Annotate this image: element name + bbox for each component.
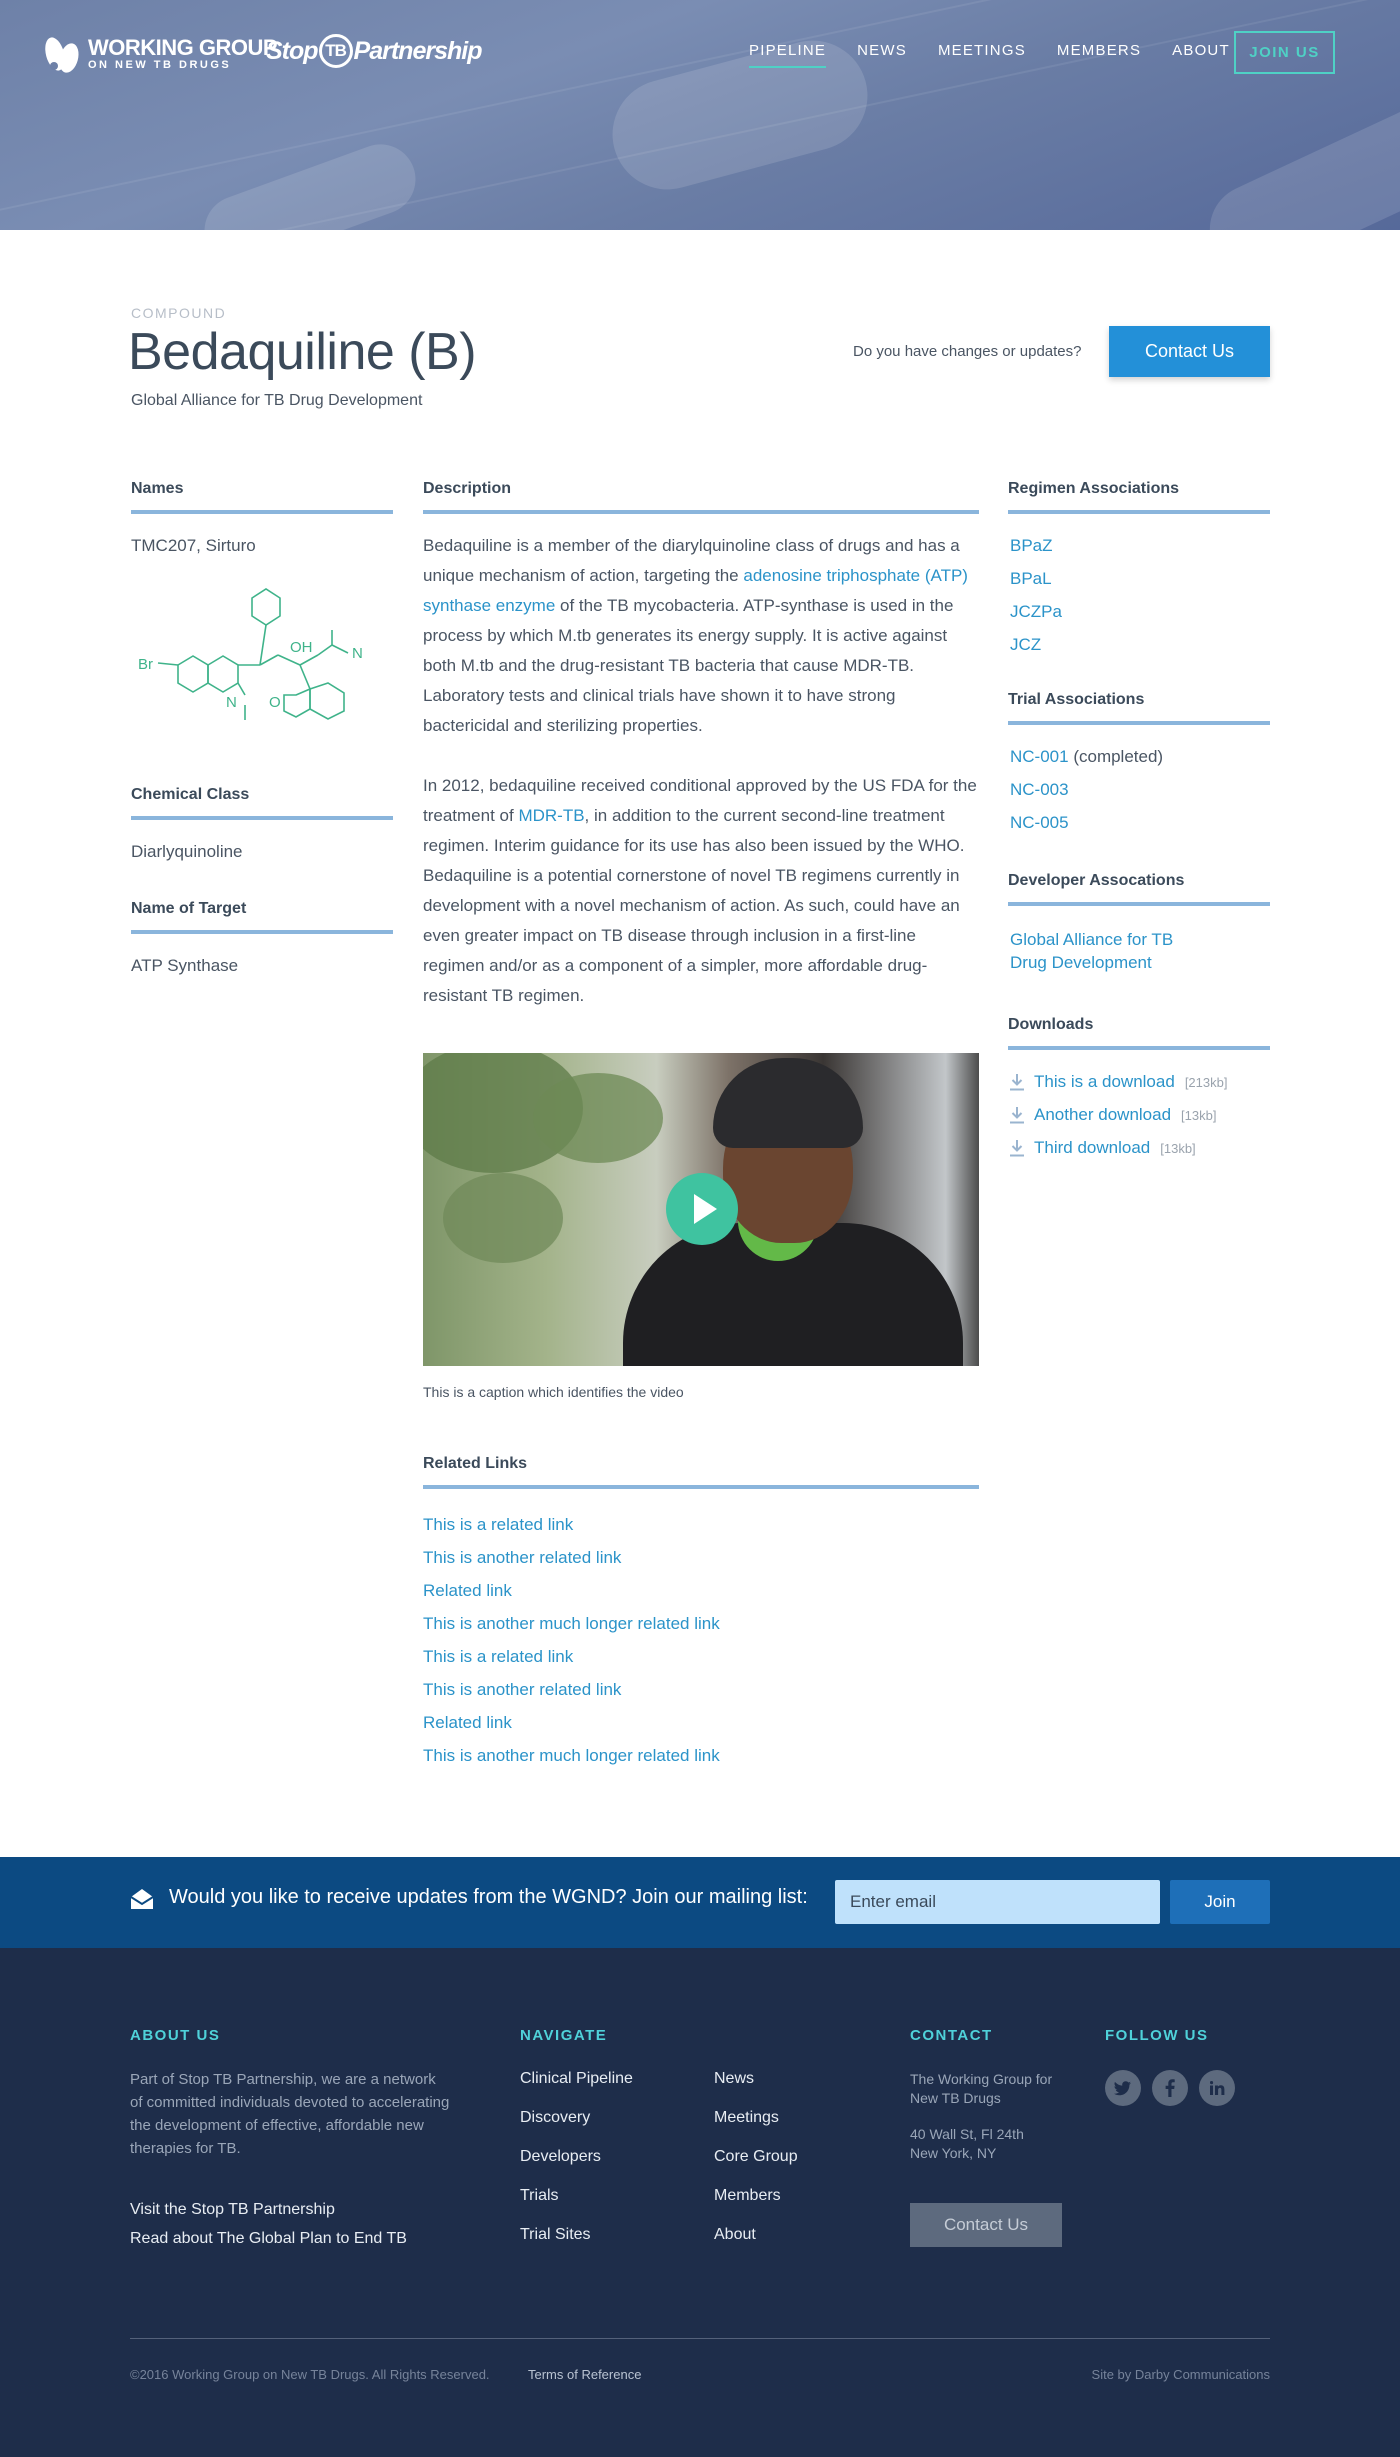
footer-nav-link[interactable]: Meetings (714, 2109, 779, 2126)
related-link[interactable]: Related link (423, 1581, 512, 1600)
footer-nav-link[interactable]: News (714, 2070, 755, 2087)
logo-wg-title: WORKING GROUP (88, 34, 278, 60)
related-link[interactable]: Related link (423, 1713, 512, 1732)
download-link[interactable]: Third download (1034, 1138, 1151, 1157)
stop-tb-logo[interactable] (266, 34, 481, 68)
logo-stb-post: Partnership (353, 36, 482, 65)
related-link[interactable]: This is another much longer related link (423, 1614, 720, 1633)
atp-synthase-link[interactable]: adenosine triphosphate (ATP) synthase enzyme (423, 566, 968, 615)
video-player[interactable] (423, 1053, 979, 1366)
regimen-link-jczpa[interactable]: JCZPa (1010, 602, 1062, 621)
related-links-heading: Related Links (423, 1455, 979, 1489)
chemical-structure-diagram (138, 585, 378, 745)
regimen-link-bpaz[interactable]: BPaZ (1010, 536, 1053, 555)
footer-nav-link[interactable]: Clinical Pipeline (520, 2070, 633, 2087)
compound-developer: Global Alliance for TB Drug Development (131, 392, 423, 409)
trial-item (1010, 747, 1163, 767)
working-group-logo[interactable] (42, 30, 277, 78)
play-icon (694, 1194, 717, 1224)
target-value: ATP Synthase (131, 956, 239, 975)
trial-link-nc001[interactable]: NC-001 (1010, 747, 1069, 766)
join-us-button[interactable]: JOIN US (1234, 31, 1335, 74)
footer-nav-link[interactable]: About (714, 2226, 756, 2243)
download-size: [213kb] (1184, 1074, 1228, 1090)
download-item (1010, 1105, 1216, 1125)
mailing-list-prompt: Would you like to receive updates from the WGND? Join our mailing list: (169, 1886, 808, 1908)
footer-contact-address: 40 Wall St, Fl 24th New York, NY (910, 2126, 1024, 2161)
hero-banner (0, 0, 1400, 230)
nav-meetings[interactable]: MEETINGS (937, 42, 1026, 59)
developer-link-line1: Global Alliance for TB (1010, 930, 1174, 949)
footer-nav-link[interactable]: Core Group (714, 2148, 798, 2165)
structure-oh-label: OH (290, 639, 313, 656)
downloads-heading: Downloads (1008, 1016, 1270, 1050)
email-input[interactable] (835, 1880, 1160, 1924)
download-icon (1010, 1074, 1024, 1091)
names-heading: Names (131, 480, 393, 514)
download-link[interactable]: Another download (1034, 1105, 1172, 1124)
footer-nav-link[interactable]: Trial Sites (520, 2226, 591, 2243)
twitter-icon[interactable] (1105, 2070, 1141, 2106)
download-link[interactable]: This is a download (1034, 1072, 1175, 1091)
developer-link[interactable] (1010, 928, 1173, 974)
chemical-class-value: Diarlyquinoline (131, 842, 243, 861)
trial-link-nc003[interactable]: NC-003 (1010, 780, 1069, 799)
related-link[interactable]: This is another much longer related link (423, 1746, 720, 1765)
logo-stb-tb: TB (319, 34, 353, 68)
regimen-heading: Regimen Associations (1008, 480, 1270, 514)
trial-heading: Trial Associations (1008, 691, 1270, 725)
description-heading: Description (423, 480, 979, 514)
related-link[interactable]: This is another related link (423, 1548, 622, 1567)
footer-navigate-heading: NAVIGATE (520, 2027, 608, 2044)
play-button[interactable] (666, 1173, 738, 1245)
nav-members[interactable]: MEMBERS (1056, 42, 1142, 59)
nav-about[interactable]: ABOUT (1172, 42, 1230, 59)
description-p2-text-b: , in addition to the current second-line treatment regimen. Interim guidance for its use has also been issued by the WHO. Bedaquiline is a potential cornerstone of novel TB regimens currently in development with a novel mechanism of action. As such, could have an even greater impact on TB disease through inclusion in a first-line regimen and/or as a component of a simpler, more affordable drug-resistant TB regimen. (423, 806, 965, 1005)
related-link[interactable]: This is another related link (423, 1680, 622, 1699)
developer-link-line2: Drug Development (1010, 953, 1152, 972)
names-value: TMC207, Sirturo (131, 536, 256, 555)
footer-nav-link[interactable]: Developers (520, 2148, 601, 2165)
lungs-logo-icon (42, 30, 82, 78)
envelope-icon (130, 1888, 154, 1910)
linkedin-icon[interactable] (1199, 2070, 1235, 2106)
structure-br-label: Br (138, 656, 153, 673)
footer-contact-button[interactable]: Contact Us (910, 2203, 1062, 2247)
chemical-class-heading: Chemical Class (131, 786, 393, 820)
related-link[interactable]: This is a related link (423, 1647, 574, 1666)
structure-n-amine-label: N (352, 645, 363, 662)
footer-global-plan-link[interactable]: Read about The Global Plan to End TB (130, 2230, 407, 2247)
download-item (1010, 1072, 1227, 1092)
download-item (1010, 1138, 1196, 1158)
compound-eyebrow: COMPOUND (131, 305, 227, 321)
footer-copyright: ©2016 Working Group on New TB Drugs. All Rights Reserved. (130, 2367, 490, 2382)
footer-nav-link[interactable]: Trials (520, 2187, 559, 2204)
footer-divider (130, 2338, 1270, 2339)
mailing-join-button[interactable]: Join (1170, 1880, 1270, 1924)
regimen-link-jcz[interactable]: JCZ (1010, 635, 1042, 654)
mdr-tb-link[interactable]: MDR-TB (518, 806, 585, 825)
footer-contact-heading: CONTACT (910, 2027, 993, 2044)
footer-terms-link[interactable]: Terms of Reference (528, 2367, 642, 2382)
footer-stop-tb-link[interactable]: Visit the Stop TB Partnership (130, 2201, 335, 2218)
developer-heading: Developer Assocations (1008, 872, 1270, 906)
nav-news[interactable]: NEWS (857, 42, 907, 59)
contact-us-button[interactable]: Contact Us (1109, 326, 1270, 377)
footer-about-text: Part of Stop TB Partnership, we are a network of committed individuals devoted to accelerating the development of effective, affordable new therapies for TB. (130, 2071, 450, 2157)
logo-stb-pre: Stop (266, 36, 318, 65)
footer-about-heading: ABOUT US (130, 2027, 221, 2044)
structure-n-ring-label: N (226, 694, 237, 711)
related-link[interactable]: This is a related link (423, 1515, 574, 1534)
footer-follow-heading: FOLLOW US (1105, 2027, 1209, 2044)
changes-prompt: Do you have changes or updates? (853, 343, 1082, 360)
description-p2-text-a: In 2012, bedaquiline received conditional approved by the US FDA for the treatment of (423, 776, 977, 825)
nav-pipeline[interactable]: PIPELINE (749, 42, 826, 68)
footer-nav-link[interactable]: Members (714, 2187, 781, 2204)
page-title: Bedaquiline (B) (128, 323, 477, 381)
description-paragraph-2 (423, 771, 980, 1011)
trial-status: (completed) (1073, 747, 1164, 766)
description-p1-text-b: of the TB mycobacteria. ATP-synthase is used in the process by which M.tb generates its energy supply. It is active against both M.tb and the drug-resistant TB bacteria that cause MDR-TB. Laboratory tests and clinical trials have shown it to have strong bactericidal and sterilizing properties. (423, 596, 954, 735)
logo-wg-subtitle: ON NEW TB DRUGS (88, 58, 232, 71)
download-size: [13kb] (1181, 1107, 1217, 1123)
footer-nav-link[interactable]: Discovery (520, 2109, 591, 2126)
main-nav (749, 42, 1261, 68)
target-heading: Name of Target (131, 900, 393, 934)
facebook-icon[interactable] (1152, 2070, 1188, 2106)
video-caption: This is a caption which identifies the video (423, 1384, 684, 1400)
description-paragraph-1 (423, 531, 980, 741)
footer-credit-link[interactable]: Site by Darby Communications (1091, 2367, 1270, 2382)
structure-o-label: O (269, 694, 281, 711)
description-p1-text-a: Bedaquiline is a member of the diarylquinoline class of drugs and has a unique mechanism of action, targeting the (423, 536, 960, 585)
trial-link-nc005[interactable]: NC-005 (1010, 813, 1069, 832)
footer-contact-name: The Working Group for New TB Drugs (910, 2071, 1053, 2106)
download-icon (1010, 1140, 1024, 1157)
download-icon (1010, 1107, 1024, 1124)
download-size: [13kb] (1160, 1140, 1196, 1156)
regimen-link-bpal[interactable]: BPaL (1010, 569, 1052, 588)
